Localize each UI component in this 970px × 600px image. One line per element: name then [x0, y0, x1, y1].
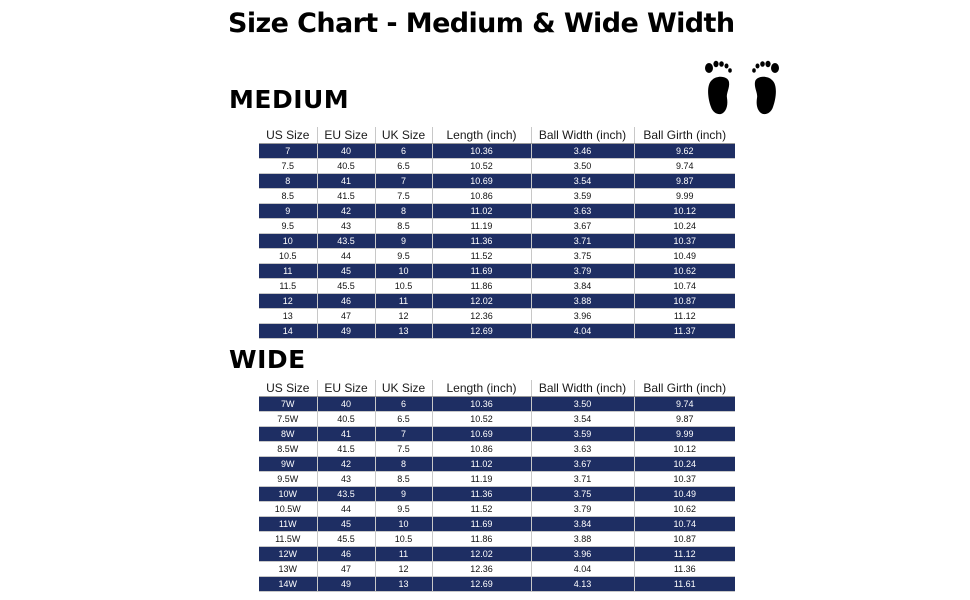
length-cell: 10.86: [432, 442, 531, 457]
eu-size-cell: 44: [317, 502, 375, 517]
length-cell: 12.02: [432, 547, 531, 562]
ball-width-cell: 3.79: [531, 264, 634, 279]
eu-size-cell: 47: [317, 562, 375, 577]
length-cell: 10.69: [432, 427, 531, 442]
us-size-cell: 11.5: [259, 279, 317, 294]
ball-girth-cell: 11.12: [634, 309, 735, 324]
ball-width-cell: 3.50: [531, 159, 634, 174]
us-size-cell: 8.5: [259, 189, 317, 204]
us-size-cell: 10.5: [259, 249, 317, 264]
ball-girth-cell: 10.24: [634, 457, 735, 472]
ball-girth-cell: 9.74: [634, 159, 735, 174]
column-header-uk-size: UK Size: [375, 127, 432, 144]
table-row: [259, 442, 735, 457]
ball-girth-cell: 9.87: [634, 174, 735, 189]
ball-girth-cell: 11.61: [634, 577, 735, 592]
us-size-cell: 11W: [259, 517, 317, 532]
table-row: [259, 397, 735, 412]
uk-size-cell: 9.5: [375, 249, 432, 264]
table-row: [259, 189, 735, 204]
us-size-cell: 8: [259, 174, 317, 189]
uk-size-cell: 7: [375, 427, 432, 442]
table-row: [259, 249, 735, 264]
uk-size-cell: 6: [375, 144, 432, 159]
length-cell: 11.52: [432, 502, 531, 517]
ball-width-cell: 3.54: [531, 412, 634, 427]
uk-size-cell: 10.5: [375, 532, 432, 547]
ball-girth-cell: 9.99: [634, 427, 735, 442]
ball-width-cell: 3.79: [531, 502, 634, 517]
uk-size-cell: 6: [375, 397, 432, 412]
ball-width-cell: 4.04: [531, 562, 634, 577]
ball-width-cell: 3.59: [531, 189, 634, 204]
uk-size-cell: 10: [375, 517, 432, 532]
ball-girth-cell: 10.49: [634, 487, 735, 502]
table-row: [259, 457, 735, 472]
us-size-cell: 14W: [259, 577, 317, 592]
us-size-cell: 14: [259, 324, 317, 339]
us-size-cell: 10.5W: [259, 502, 317, 517]
uk-size-cell: 6.5: [375, 412, 432, 427]
ball-width-cell: 3.88: [531, 294, 634, 309]
length-cell: 12.36: [432, 562, 531, 577]
ball-width-cell: 3.84: [531, 279, 634, 294]
eu-size-cell: 43.5: [317, 234, 375, 249]
ball-width-cell: 3.63: [531, 442, 634, 457]
eu-size-cell: 49: [317, 577, 375, 592]
length-cell: 10.86: [432, 189, 531, 204]
uk-size-cell: 7.5: [375, 189, 432, 204]
ball-girth-cell: 10.37: [634, 234, 735, 249]
uk-size-cell: 6.5: [375, 159, 432, 174]
eu-size-cell: 43: [317, 472, 375, 487]
table-row: [259, 562, 735, 577]
us-size-cell: 11: [259, 264, 317, 279]
column-header-ball-width: Ball Width (inch): [531, 380, 634, 397]
length-cell: 10.52: [432, 159, 531, 174]
uk-size-cell: 9.5: [375, 502, 432, 517]
ball-width-cell: 3.96: [531, 309, 634, 324]
ball-girth-cell: 9.62: [634, 144, 735, 159]
uk-size-cell: 12: [375, 562, 432, 577]
uk-size-cell: 7: [375, 174, 432, 189]
ball-girth-cell: 9.74: [634, 397, 735, 412]
us-size-cell: 7.5: [259, 159, 317, 174]
column-header-length: Length (inch): [432, 380, 531, 397]
column-header-ball-girth: Ball Girth (inch): [634, 127, 735, 144]
wide-size-table: [259, 380, 735, 592]
table-row: [259, 234, 735, 249]
length-cell: 10.36: [432, 144, 531, 159]
length-cell: 10.52: [432, 412, 531, 427]
ball-girth-cell: 10.12: [634, 442, 735, 457]
table-row: [259, 159, 735, 174]
eu-size-cell: 46: [317, 547, 375, 562]
ball-girth-cell: 10.87: [634, 294, 735, 309]
table-row: [259, 309, 735, 324]
eu-size-cell: 40.5: [317, 159, 375, 174]
uk-size-cell: 9: [375, 487, 432, 502]
table-row: [259, 174, 735, 189]
us-size-cell: 7.5W: [259, 412, 317, 427]
eu-size-cell: 41.5: [317, 189, 375, 204]
length-cell: 12.69: [432, 577, 531, 592]
eu-size-cell: 47: [317, 309, 375, 324]
uk-size-cell: 13: [375, 577, 432, 592]
eu-size-cell: 41: [317, 427, 375, 442]
uk-size-cell: 9: [375, 234, 432, 249]
us-size-cell: 10: [259, 234, 317, 249]
table-row: [259, 502, 735, 517]
length-cell: 12.36: [432, 309, 531, 324]
ball-girth-cell: 10.74: [634, 517, 735, 532]
eu-size-cell: 40: [317, 144, 375, 159]
medium-heading: MEDIUM: [229, 85, 350, 114]
length-cell: 12.02: [432, 294, 531, 309]
ball-width-cell: 3.71: [531, 234, 634, 249]
ball-girth-cell: 10.74: [634, 279, 735, 294]
uk-size-cell: 12: [375, 309, 432, 324]
us-size-cell: 8W: [259, 427, 317, 442]
table-header-row: [259, 380, 735, 397]
eu-size-cell: 45: [317, 264, 375, 279]
column-header-length: Length (inch): [432, 127, 531, 144]
us-size-cell: 9.5: [259, 219, 317, 234]
table-row: [259, 487, 735, 502]
uk-size-cell: 8: [375, 204, 432, 219]
ball-girth-cell: 10.24: [634, 219, 735, 234]
ball-width-cell: 3.59: [531, 427, 634, 442]
ball-girth-cell: 11.37: [634, 324, 735, 339]
us-size-cell: 7W: [259, 397, 317, 412]
column-header-eu-size: EU Size: [317, 380, 375, 397]
us-size-cell: 9: [259, 204, 317, 219]
length-cell: 11.36: [432, 234, 531, 249]
ball-width-cell: 3.75: [531, 487, 634, 502]
page-title: Size Chart - Medium & Wide Width: [228, 8, 735, 39]
eu-size-cell: 44: [317, 249, 375, 264]
ball-width-cell: 3.67: [531, 219, 634, 234]
ball-girth-cell: 10.12: [634, 204, 735, 219]
table-row: [259, 547, 735, 562]
us-size-cell: 7: [259, 144, 317, 159]
ball-girth-cell: 11.12: [634, 547, 735, 562]
ball-width-cell: 3.88: [531, 532, 634, 547]
uk-size-cell: 8.5: [375, 219, 432, 234]
length-cell: 11.69: [432, 264, 531, 279]
ball-girth-cell: 9.87: [634, 412, 735, 427]
eu-size-cell: 45: [317, 517, 375, 532]
uk-size-cell: 11: [375, 547, 432, 562]
uk-size-cell: 8: [375, 457, 432, 472]
length-cell: 11.86: [432, 532, 531, 547]
ball-girth-cell: 10.87: [634, 532, 735, 547]
ball-girth-cell: 10.37: [634, 472, 735, 487]
ball-girth-cell: 10.62: [634, 502, 735, 517]
table-row: [259, 427, 735, 442]
ball-width-cell: 3.54: [531, 174, 634, 189]
length-cell: 10.36: [432, 397, 531, 412]
uk-size-cell: 7.5: [375, 442, 432, 457]
table-row: [259, 577, 735, 592]
ball-width-cell: 3.63: [531, 204, 634, 219]
length-cell: 12.69: [432, 324, 531, 339]
length-cell: 11.02: [432, 457, 531, 472]
eu-size-cell: 42: [317, 204, 375, 219]
us-size-cell: 12W: [259, 547, 317, 562]
eu-size-cell: 45.5: [317, 279, 375, 294]
wide-heading: WIDE: [229, 345, 306, 374]
table-row: [259, 264, 735, 279]
length-cell: 11.02: [432, 204, 531, 219]
us-size-cell: 13W: [259, 562, 317, 577]
table-row: [259, 279, 735, 294]
us-size-cell: 11.5W: [259, 532, 317, 547]
column-header-ball-girth: Ball Girth (inch): [634, 380, 735, 397]
eu-size-cell: 41: [317, 174, 375, 189]
eu-size-cell: 49: [317, 324, 375, 339]
table-row: [259, 324, 735, 339]
uk-size-cell: 10: [375, 264, 432, 279]
ball-width-cell: 3.46: [531, 144, 634, 159]
medium-size-table: [259, 127, 735, 339]
eu-size-cell: 40: [317, 397, 375, 412]
length-cell: 11.69: [432, 517, 531, 532]
us-size-cell: 9.5W: [259, 472, 317, 487]
ball-width-cell: 3.71: [531, 472, 634, 487]
eu-size-cell: 45.5: [317, 532, 375, 547]
eu-size-cell: 42: [317, 457, 375, 472]
uk-size-cell: 11: [375, 294, 432, 309]
eu-size-cell: 41.5: [317, 442, 375, 457]
eu-size-cell: 40.5: [317, 412, 375, 427]
length-cell: 11.19: [432, 472, 531, 487]
ball-girth-cell: 10.49: [634, 249, 735, 264]
uk-size-cell: 13: [375, 324, 432, 339]
table-row: [259, 412, 735, 427]
table-row: [259, 294, 735, 309]
ball-width-cell: 4.04: [531, 324, 634, 339]
ball-girth-cell: 11.36: [634, 562, 735, 577]
column-header-uk-size: UK Size: [375, 380, 432, 397]
column-header-us-size: US Size: [259, 127, 317, 144]
length-cell: 11.52: [432, 249, 531, 264]
ball-width-cell: 4.13: [531, 577, 634, 592]
column-header-eu-size: EU Size: [317, 127, 375, 144]
length-cell: 11.19: [432, 219, 531, 234]
us-size-cell: 12: [259, 294, 317, 309]
ball-width-cell: 3.67: [531, 457, 634, 472]
ball-width-cell: 3.96: [531, 547, 634, 562]
ball-width-cell: 3.50: [531, 397, 634, 412]
table-row: [259, 517, 735, 532]
table-row: [259, 219, 735, 234]
length-cell: 11.36: [432, 487, 531, 502]
ball-width-cell: 3.75: [531, 249, 634, 264]
table-row: [259, 204, 735, 219]
table-row: [259, 532, 735, 547]
ball-width-cell: 3.84: [531, 517, 634, 532]
table-row: [259, 144, 735, 159]
uk-size-cell: 10.5: [375, 279, 432, 294]
column-header-ball-width: Ball Width (inch): [531, 127, 634, 144]
table-row: [259, 472, 735, 487]
uk-size-cell: 8.5: [375, 472, 432, 487]
us-size-cell: 10W: [259, 487, 317, 502]
table-header-row: [259, 127, 735, 144]
us-size-cell: 13: [259, 309, 317, 324]
us-size-cell: 9W: [259, 457, 317, 472]
eu-size-cell: 43.5: [317, 487, 375, 502]
footprints-icon: [700, 55, 784, 119]
ball-girth-cell: 9.99: [634, 189, 735, 204]
column-header-us-size: US Size: [259, 380, 317, 397]
eu-size-cell: 43: [317, 219, 375, 234]
eu-size-cell: 46: [317, 294, 375, 309]
ball-girth-cell: 10.62: [634, 264, 735, 279]
length-cell: 11.86: [432, 279, 531, 294]
length-cell: 10.69: [432, 174, 531, 189]
us-size-cell: 8.5W: [259, 442, 317, 457]
